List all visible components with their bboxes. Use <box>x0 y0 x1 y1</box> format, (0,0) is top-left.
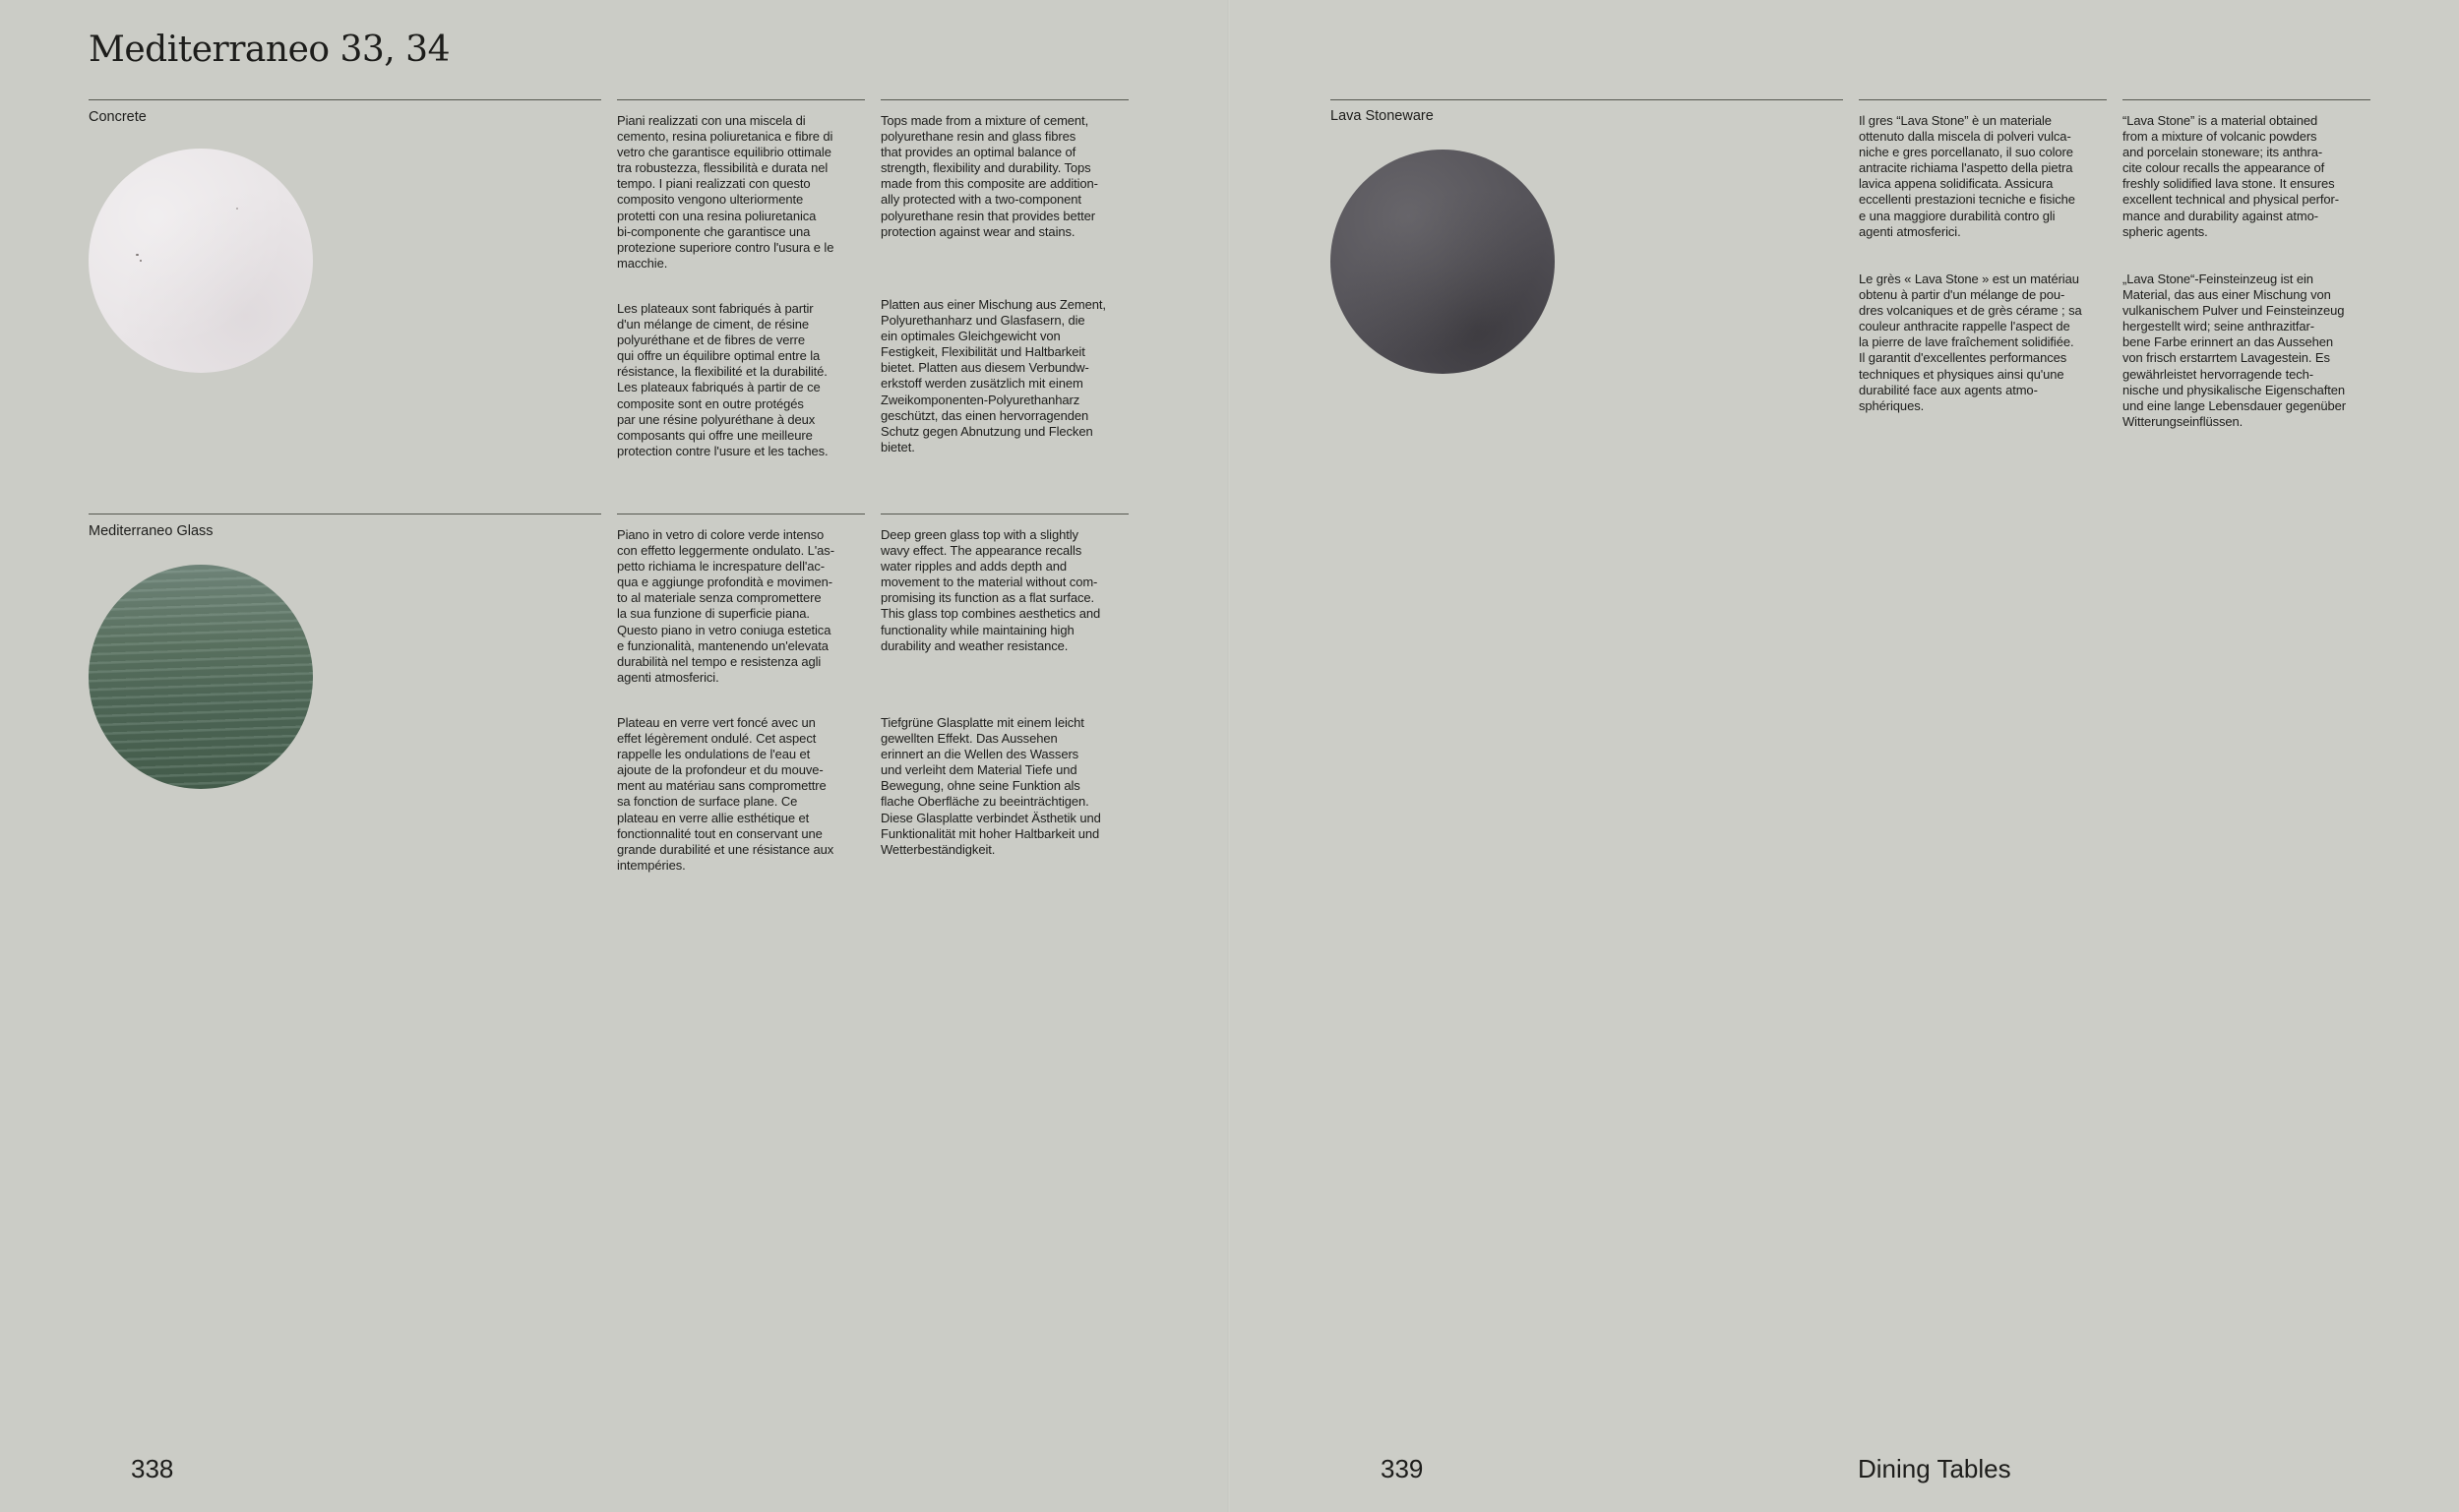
page-number: 339 <box>1381 1454 1424 1483</box>
description-en: Tops made from a mixture of cement, polyurethane resin and glass fibres that provides an optimal balance of strength, flexibility and durability. Tops made from this composite are addition- ally protected with a two-component polyurethane resin that provides better protection against wear and stains. <box>881 113 1098 239</box>
section-divider <box>89 99 601 100</box>
description-de: Tiefgrüne Glasplatte mit einem leicht gewellten Effekt. Das Aussehen erinnert an die Wellen des Wassers und verleiht dem Material Tiefe und Bewegung, ohne seine Funktion als flache Oberfläche zu beeinträchtigen. Diese Glasplatte verbindet Ästhetik und Funktionalität mit hoher Haltbarkeit und Wetterbeständigkeit. <box>881 715 1101 857</box>
description-de: „Lava Stone“-Feinsteinzeug ist ein Material, das aus einer Mischung von vulkanischem Pulver und Feinsteinzeug hergestellt wird; seine anthrazitfar- bene Farbe erinnert an das Aussehen von frisch erstarrtem Lavagestein. Es gewährleistet hervorragende tech- nische und physikalische Eigenschaften und eine lange Lebensdauer gegenüber Witterungseinflüssen. <box>2122 272 2346 429</box>
concrete-swatch <box>89 149 313 373</box>
description-de: Platten aus einer Mischung aus Zement, Polyurethanharz und Glasfasern, die ein optimales Gleichgewicht von Festigkeit, Flexibilität und Haltbarkeit bietet. Platten aus diesem Verbundw- erkstoff werden zusätzlich mit einem Zweikomponenten-Polyurethanharz geschützt, das einen hervorragenden Schutz gegen Abnutzung und Flecken bietet. <box>881 297 1106 454</box>
column-divider <box>2122 99 2370 100</box>
description-en: Deep green glass top with a slightly wavy effect. The appearance recalls water ripples and adds depth and movement to the material without com- promising its function as a flat surface. This glass top combines aesthetics and functionality while maintaining high durability and weather resistance. <box>881 527 1101 653</box>
column-divider <box>881 99 1129 100</box>
description-it: Il gres “Lava Stone” è un materiale ottenuto dalla miscela di polveri vulca- niche e gres porcellanato, il suo colore antracite richiama l'aspetto della pietra lavica appena solidificata. Assicura eccellenti prestazioni tecniche e fisiche e una maggiore durabilità contro gli agenti atmosferici. <box>1859 113 2075 239</box>
section-divider <box>1330 99 1843 100</box>
description-it: Piani realizzati con una miscela di cemento, resina poliuretanica e fibre di vetro che garantisce equilibrio ottimale tra robustezza, flessibilità e durata nel tempo. I piani realizzati con questo composito vengono ulteriormente protetti con una resina poliuretanica bi-componente che garantisce una protezione superiore contro l'usura e le macchie. <box>617 113 834 271</box>
description-fr: Plateau en verre vert foncé avec un effet légèrement ondulé. Cet aspect rappelle les ondulations de l'eau et ajoute de la profondeur et du mouve- ment au matériau sans compromettre sa fonction de surface plane. Ce plateau en verre allie esthétique et fonctionnalité tout en conservant une grande durabilité et une résistance aux intempéries. <box>617 715 834 873</box>
section-name: Dining Tables <box>1858 1454 2011 1483</box>
material-label-lava: Lava Stoneware <box>1330 108 1434 124</box>
description-it: Piano in vetro di colore verde intenso con effetto leggermente ondulato. L'as- petto richiama le increspature dell'ac- qua e aggiunge profondità e movimen- to al materiale senza compromettere la sua funzione di superficie piana. Questo piano in vetro coniuga estetica e funzionalità, mantenendo un'elevata durabilità nel tempo e resistenza agli agenti atmosferici. <box>617 527 834 685</box>
page-number: 338 <box>131 1454 174 1483</box>
material-label-glass: Mediterraneo Glass <box>89 523 214 539</box>
column-divider <box>617 99 865 100</box>
right-page <box>1230 0 2459 1512</box>
glass-swatch <box>89 565 313 789</box>
material-label-concrete: Concrete <box>89 109 147 125</box>
column-divider <box>1859 99 2107 100</box>
description-en: “Lava Stone” is a material obtained from a mixture of volcanic powders and porcelain stoneware; its anthra- cite colour recalls the appearance of freshly solidified lava stone. It ensures excellent technical and physical perfor- mance and durability against atmo- spheric agents. <box>2122 113 2340 239</box>
description-fr: Les plateaux sont fabriqués à partir d'un mélange de ciment, de résine polyuréthane et de fibres de verre qui offre un équilibre optimal entre la résistance, la flexibilité et la durabilité. Les plateaux fabriqués à partir de ce composite sont en outre protégés par une résine polyuréthane à deux composants qui offre une meilleure protection contre l'usure et les taches. <box>617 301 829 458</box>
lava-stone-swatch <box>1330 150 1555 374</box>
description-fr: Le grès « Lava Stone » est un matériau obtenu à partir d'un mélange de pou- dres volcaniques et de grès cérame ; sa couleur anthracite rappelle l'aspect de la pierre de lave fraîchement solidifiée. Il garantit d'excellentes performances techniques et physiques ainsi qu'une durabilité face aux agents atmo- sphériques. <box>1859 272 2082 413</box>
page-title: Mediterraneo 33, 34 <box>89 30 450 70</box>
